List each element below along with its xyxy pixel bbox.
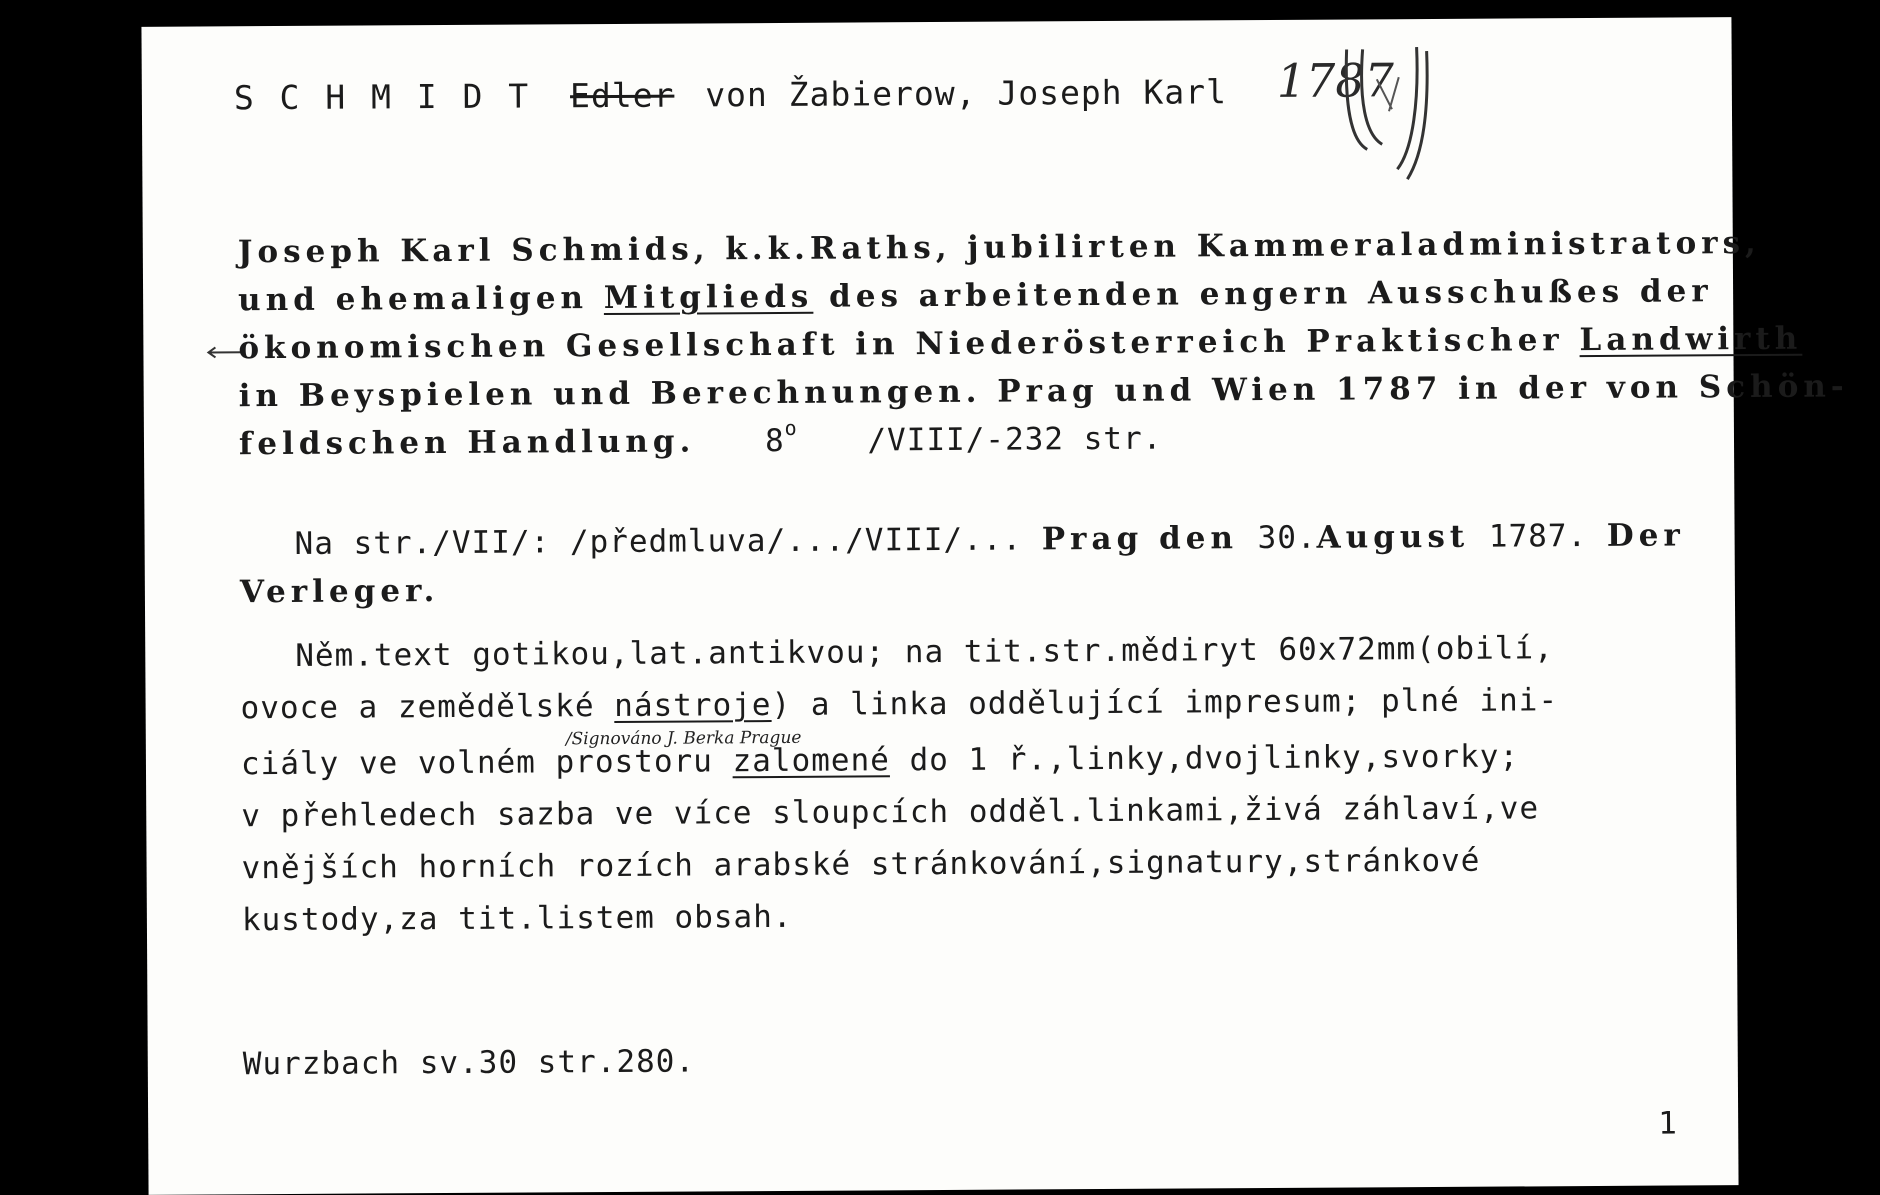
- stamp-mark-icon: [1337, 39, 1448, 190]
- underlined-word: Landwirth: [1579, 320, 1803, 359]
- surname: S C H M I D T: [233, 76, 532, 118]
- underlined-word: nástroje: [614, 687, 772, 724]
- page-count: /VIII/-232 str.: [867, 420, 1163, 459]
- title-line-5: feldschen Handlung. 8$^o$ /VIII/-232 str.: [238, 415, 1163, 463]
- description-line-3: ciály ve volném prostoru zalomené do 1 ř.,linky,dvojlinky,svorky;: [240, 738, 1520, 783]
- description-line-2: ovoce a zemědělské nástroje) a linka oddělující impresum; plné ini-: [240, 682, 1559, 727]
- name-rest: von Žabierow, Joseph Karl: [705, 72, 1228, 115]
- underlined-word: Mitglieds: [603, 278, 814, 317]
- format-degree: o: [784, 415, 798, 440]
- description-line-1: Něm.text gotikou,lat.antikvou; na tit.str.mědiryt 60x72mm(obilí,: [295, 630, 1554, 674]
- description-line-5: vnějších horních rozích arabské stránkování,signatury,stránkové: [241, 842, 1481, 887]
- title-line-4: in Beyspielen und Berechnungen. Prag und Wien 1787 in der von Schön-: [238, 368, 1849, 415]
- page-number: 1: [1658, 1105, 1678, 1142]
- preface-line-1: Na str./VII/: /předmluva/.../VIII/... Prag den 30.August 1787. Der: [294, 517, 1685, 562]
- description-line-4: v přehledech sazba ve více sloupcích odděl.linkami,živá záhlaví,ve: [241, 790, 1540, 835]
- description-line-6: kustody,za tit.listem obsah.: [241, 898, 793, 939]
- handwritten-annotation: /Signováno J. Berka Prague: [565, 727, 802, 750]
- catalog-card: [141, 17, 1849, 1195]
- title-line-2: und ehemaligen Mitglieds des arbeitenden engern Ausschußes der: [238, 273, 1713, 319]
- preface-line-2: Verleger.: [239, 573, 440, 611]
- reference-line: Wurzbach sv.30 str.280.: [242, 1043, 696, 1083]
- underlined-word: zalomené: [732, 742, 890, 780]
- title-line-1: Joseph Karl Schmids, k.k.Raths, jubilirten Kammeraladministrators,: [237, 224, 1761, 271]
- title-line-3: ökonomischen Gesellschaft in Niederösterreich Praktischer Landwirth: [238, 320, 1803, 367]
- handwritten-number: 1787: [1276, 53, 1395, 108]
- card-heading: [234, 72, 1227, 117]
- struck-word: Edler: [569, 75, 675, 116]
- format: 8: [764, 422, 785, 460]
